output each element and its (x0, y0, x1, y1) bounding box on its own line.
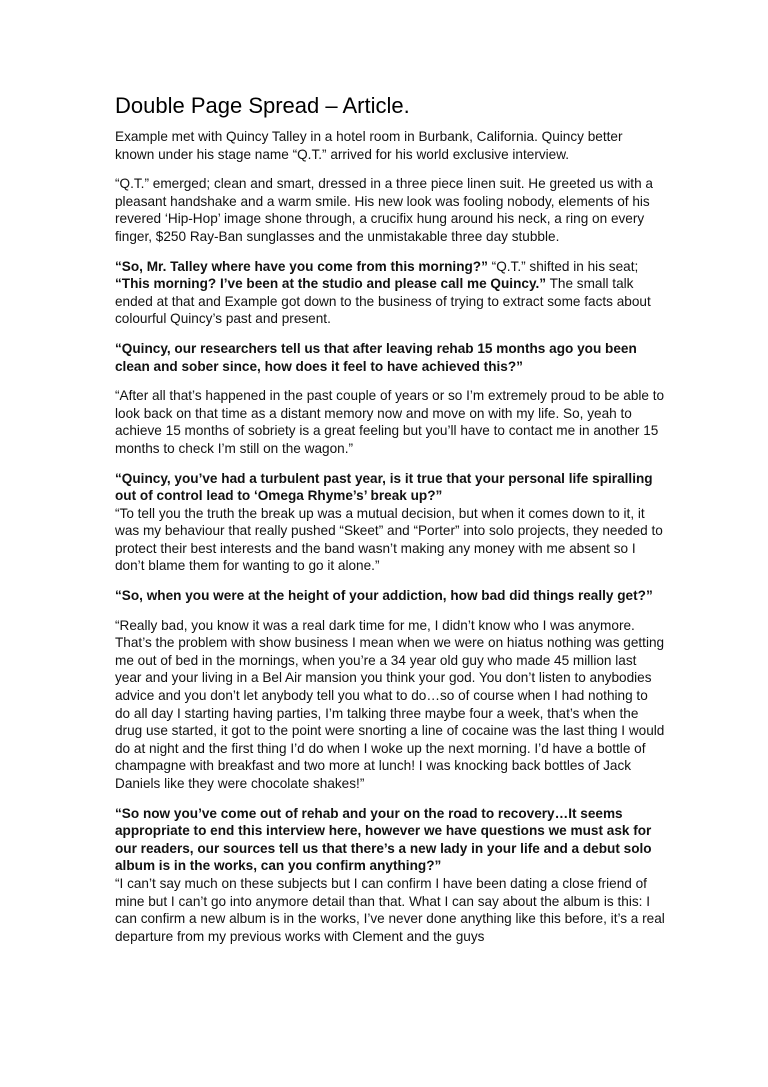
answer-morning: “This morning? I’ve been at the studio and please call me Quincy.” (115, 276, 547, 292)
narration-small-talk: The small talk ended at that and Example got down to the business of trying to extract some facts about colourful Quincy’s past and present. (115, 276, 651, 327)
question-breakup: “Quincy, you’ve had a turbulent past year, is it true that your personal life spiralling out of control lead to ‘Omega Rhyme’s’ break up?” (115, 470, 653, 504)
answer-rehab: “After all that’s happened in the past couple of years or so I’m extremely proud to be able to look back on that time as a distant memory now and move on with my life. So, yeah to achieve 15 months of sobriety is a great feeling but you’ll have to contact me in another 15 months to check I’m still on the wagon.” (115, 388, 665, 456)
intro-paragraph: Example met with Quincy Talley in a hotel room in Burbank, California. Quincy better known under his stage name “Q.T.” arrived for his world exclusive interview. (115, 129, 623, 162)
answer-recovery: “I can’t say much on these subjects but I can confirm I have been dating a close friend of mine but I can’t go into anymore detail than that. What I can say about the album is this: I can confirm a new album is in the works, I’ve never done anything like this before, it’s a real departure from my previous works with Clement and the guys (115, 875, 665, 944)
question-rehab: “Quincy, our researchers tell us that after leaving rehab 15 months ago you been clean and sober since, how does it feel to have achieved this?” (115, 340, 637, 374)
document-page (115, 92, 665, 945)
question-addiction: “So, when you were at the height of your addiction, how bad did things really get?” (115, 588, 653, 604)
description-paragraph: “Q.T.” emerged; clean and smart, dressed in a three piece linen suit. He greeted us with a pleasant handshake and a warm smile. His new look was fooling nobody, elements of his revered ‘Hip-Hop’ image shone through, a crucifix hung around his neck, a ring on every finger, $250 Ray-Ban sunglasses and the unmistakable three day stubble. (115, 176, 653, 244)
answer-addiction: “Really bad, you know it was a real dark time for me, I didn’t know who I was anymore. That’s the problem with show business I mean when we were on hiatus nothing was getting me out of bed in the mornings, when you’re a 34 year old guy who made 45 million last year and your living in a Bel Air mansion you think your god. You don’t listen to anybodies advice and you don’t let anybody tell you what to do…so of course when I had nothing to do all day I starting having parties, I’m talking three maybe four a week, that’s when the drug use started, it got to the point were snorting a line of cocaine was the last thing I would do at night and the first thing I’d do when I woke up the next morning. I’d have a bottle of champagne with breakfast and two more at lunch! I was knocking back bottles of Jack Daniels like they were chocolate shakes!” (115, 617, 665, 791)
opening-exchange-paragraph (115, 258, 665, 328)
question-recovery: “So now you’ve come out of rehab and your on the road to recovery…It seems appropriate to end this interview here, however we have questions we must ask for our readers, our sources tell us that there’s a new lady in your life and a debut solo album is in the works, can you confirm anything?” (115, 805, 652, 874)
answer-breakup: “To tell you the truth the break up was a mutual decision, but when it comes down to it, it was my behaviour that really pushed “Skeet” and “Porter” into solo projects, they needed to protect their best interests and the band wasn’t making any money with me absent so I don’t blame them for wanting to go it alone.” (115, 505, 663, 574)
article-title: Double Page Spread – Article. (115, 93, 410, 118)
question-morning: “So, Mr. Talley where have you come from this morning?” (115, 258, 488, 274)
narration-shifted: “Q.T.” shifted in his seat; (487, 258, 639, 274)
